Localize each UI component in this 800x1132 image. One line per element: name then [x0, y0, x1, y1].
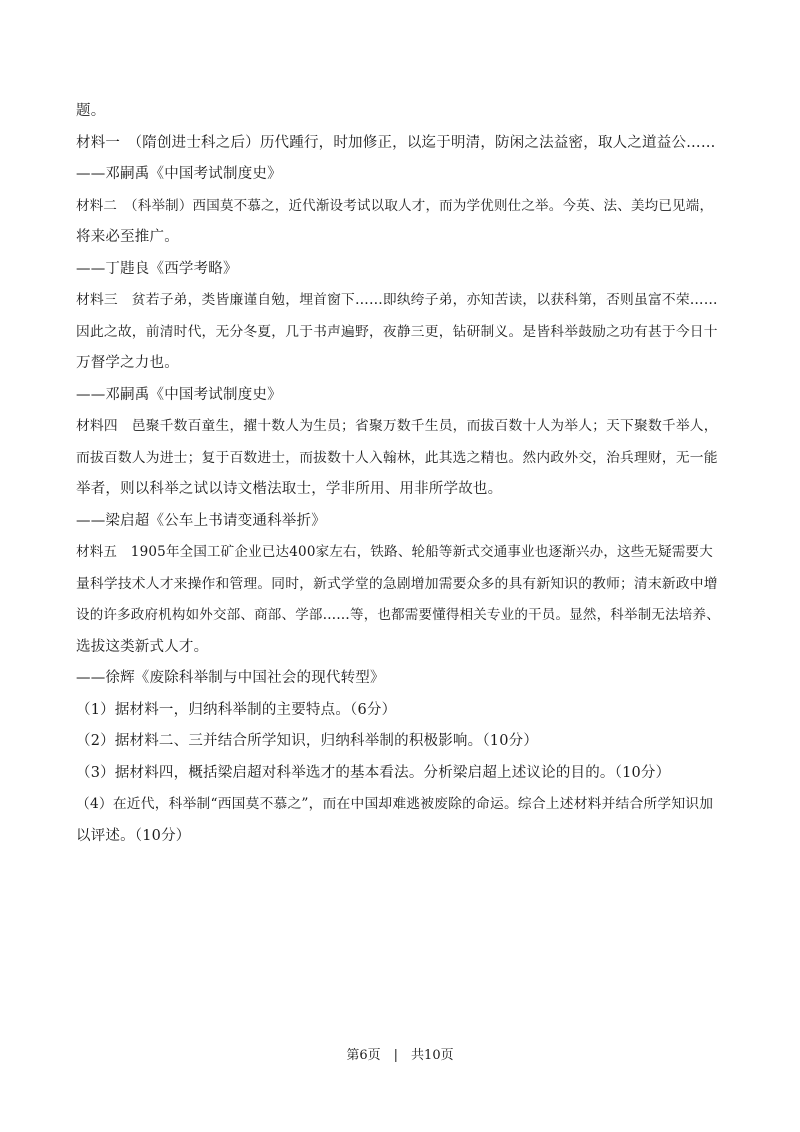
text-line: 将来必至推广。 [76, 229, 179, 245]
text-line: 题。 [76, 103, 106, 119]
text-line: 材料五 1905年全国工矿企业已达400家左右，铁路、轮船等新式交通事业也逐渐兴办，这些无疑需要大 [76, 544, 713, 560]
document-body [76, 96, 724, 852]
source-citation: ——徐辉《废除科举制与中国社会的现代转型》 [76, 670, 385, 686]
source-citation: ——梁启超《公车上书请变通科举折》 [76, 512, 326, 529]
source-citation: ——邓嗣禹《中国考试制度史》 [76, 386, 282, 403]
source-citation: ——邓嗣禹《中国考试制度史》 [76, 166, 282, 182]
text-line: 设的许多政府机构如外交部、商部、学部……等，也都需要懂得相关专业的干员。显然，科举制无法培养、 [76, 607, 720, 623]
text-line: 材料三 贫若子弟，类皆廉谨自勉，埋首窗下……即纨绔子弟，亦知苦读，以获科第，否则虽富不荣…… [76, 292, 718, 308]
question-3: （3）据材料四，概括梁启超对科举选才的基本看法。分析梁启超上述议论的目的。（10分） [76, 764, 671, 781]
source-citation: ——丁韪良《西学考略》 [76, 260, 238, 277]
page-footer: 第6页 | 共10页 [346, 1048, 454, 1063]
text-line: 材料二 （科举制）西国莫不慕之，近代渐设考试以取人才，而为学优则仕之举。今英、法、美均已见端， [76, 197, 714, 214]
text-line: 选拔这类新式人才。 [76, 638, 209, 655]
text-line: 而拔百数人为进士；复于百数进士，而拔数十人入翰林，此其选之精也。然内政外交，治兵理财，无一能 [76, 449, 718, 466]
text-line: 材料四 邑聚千数百童生，擢十数人为生员；省聚万数千生员，而拔百数十人为举人；天下聚数千举人， [76, 418, 718, 434]
text-line: 举者，则以科举之试以诗文楷法取士，学非所用、用非所学故也。 [76, 481, 503, 497]
question-4-continued: 以评述。（10分） [76, 827, 191, 844]
question-4: （4）在近代，科举制“西国莫不慕之”，而在中国却难逃被废除的命运。综合上述材料并结合所学知识加 [76, 796, 714, 812]
text-line: 量科学技术人才来操作和管理。同时，新式学堂的急剧增加需要众多的具有新知识的教师；清末新政中增 [76, 575, 718, 592]
text-line: 万督学之力也。 [76, 355, 179, 371]
text-line: 材料一 （隋创进士科之后）历代踵行，时加修正，以迄于明清，防闲之法益密，取人之道益公…… [76, 134, 716, 151]
question-2: （2）据材料二、三并结合所学知识，归纳科举制的积极影响。（10分） [76, 733, 539, 749]
text-line: 因此之故，前清时代，无分冬夏，几于书声遍野，夜静三更，钻研制义。是皆科举鼓励之功有甚于今日十 [76, 323, 718, 340]
question-1: （1）据材料一，归纳科举制的主要特点。（6分） [76, 701, 397, 718]
